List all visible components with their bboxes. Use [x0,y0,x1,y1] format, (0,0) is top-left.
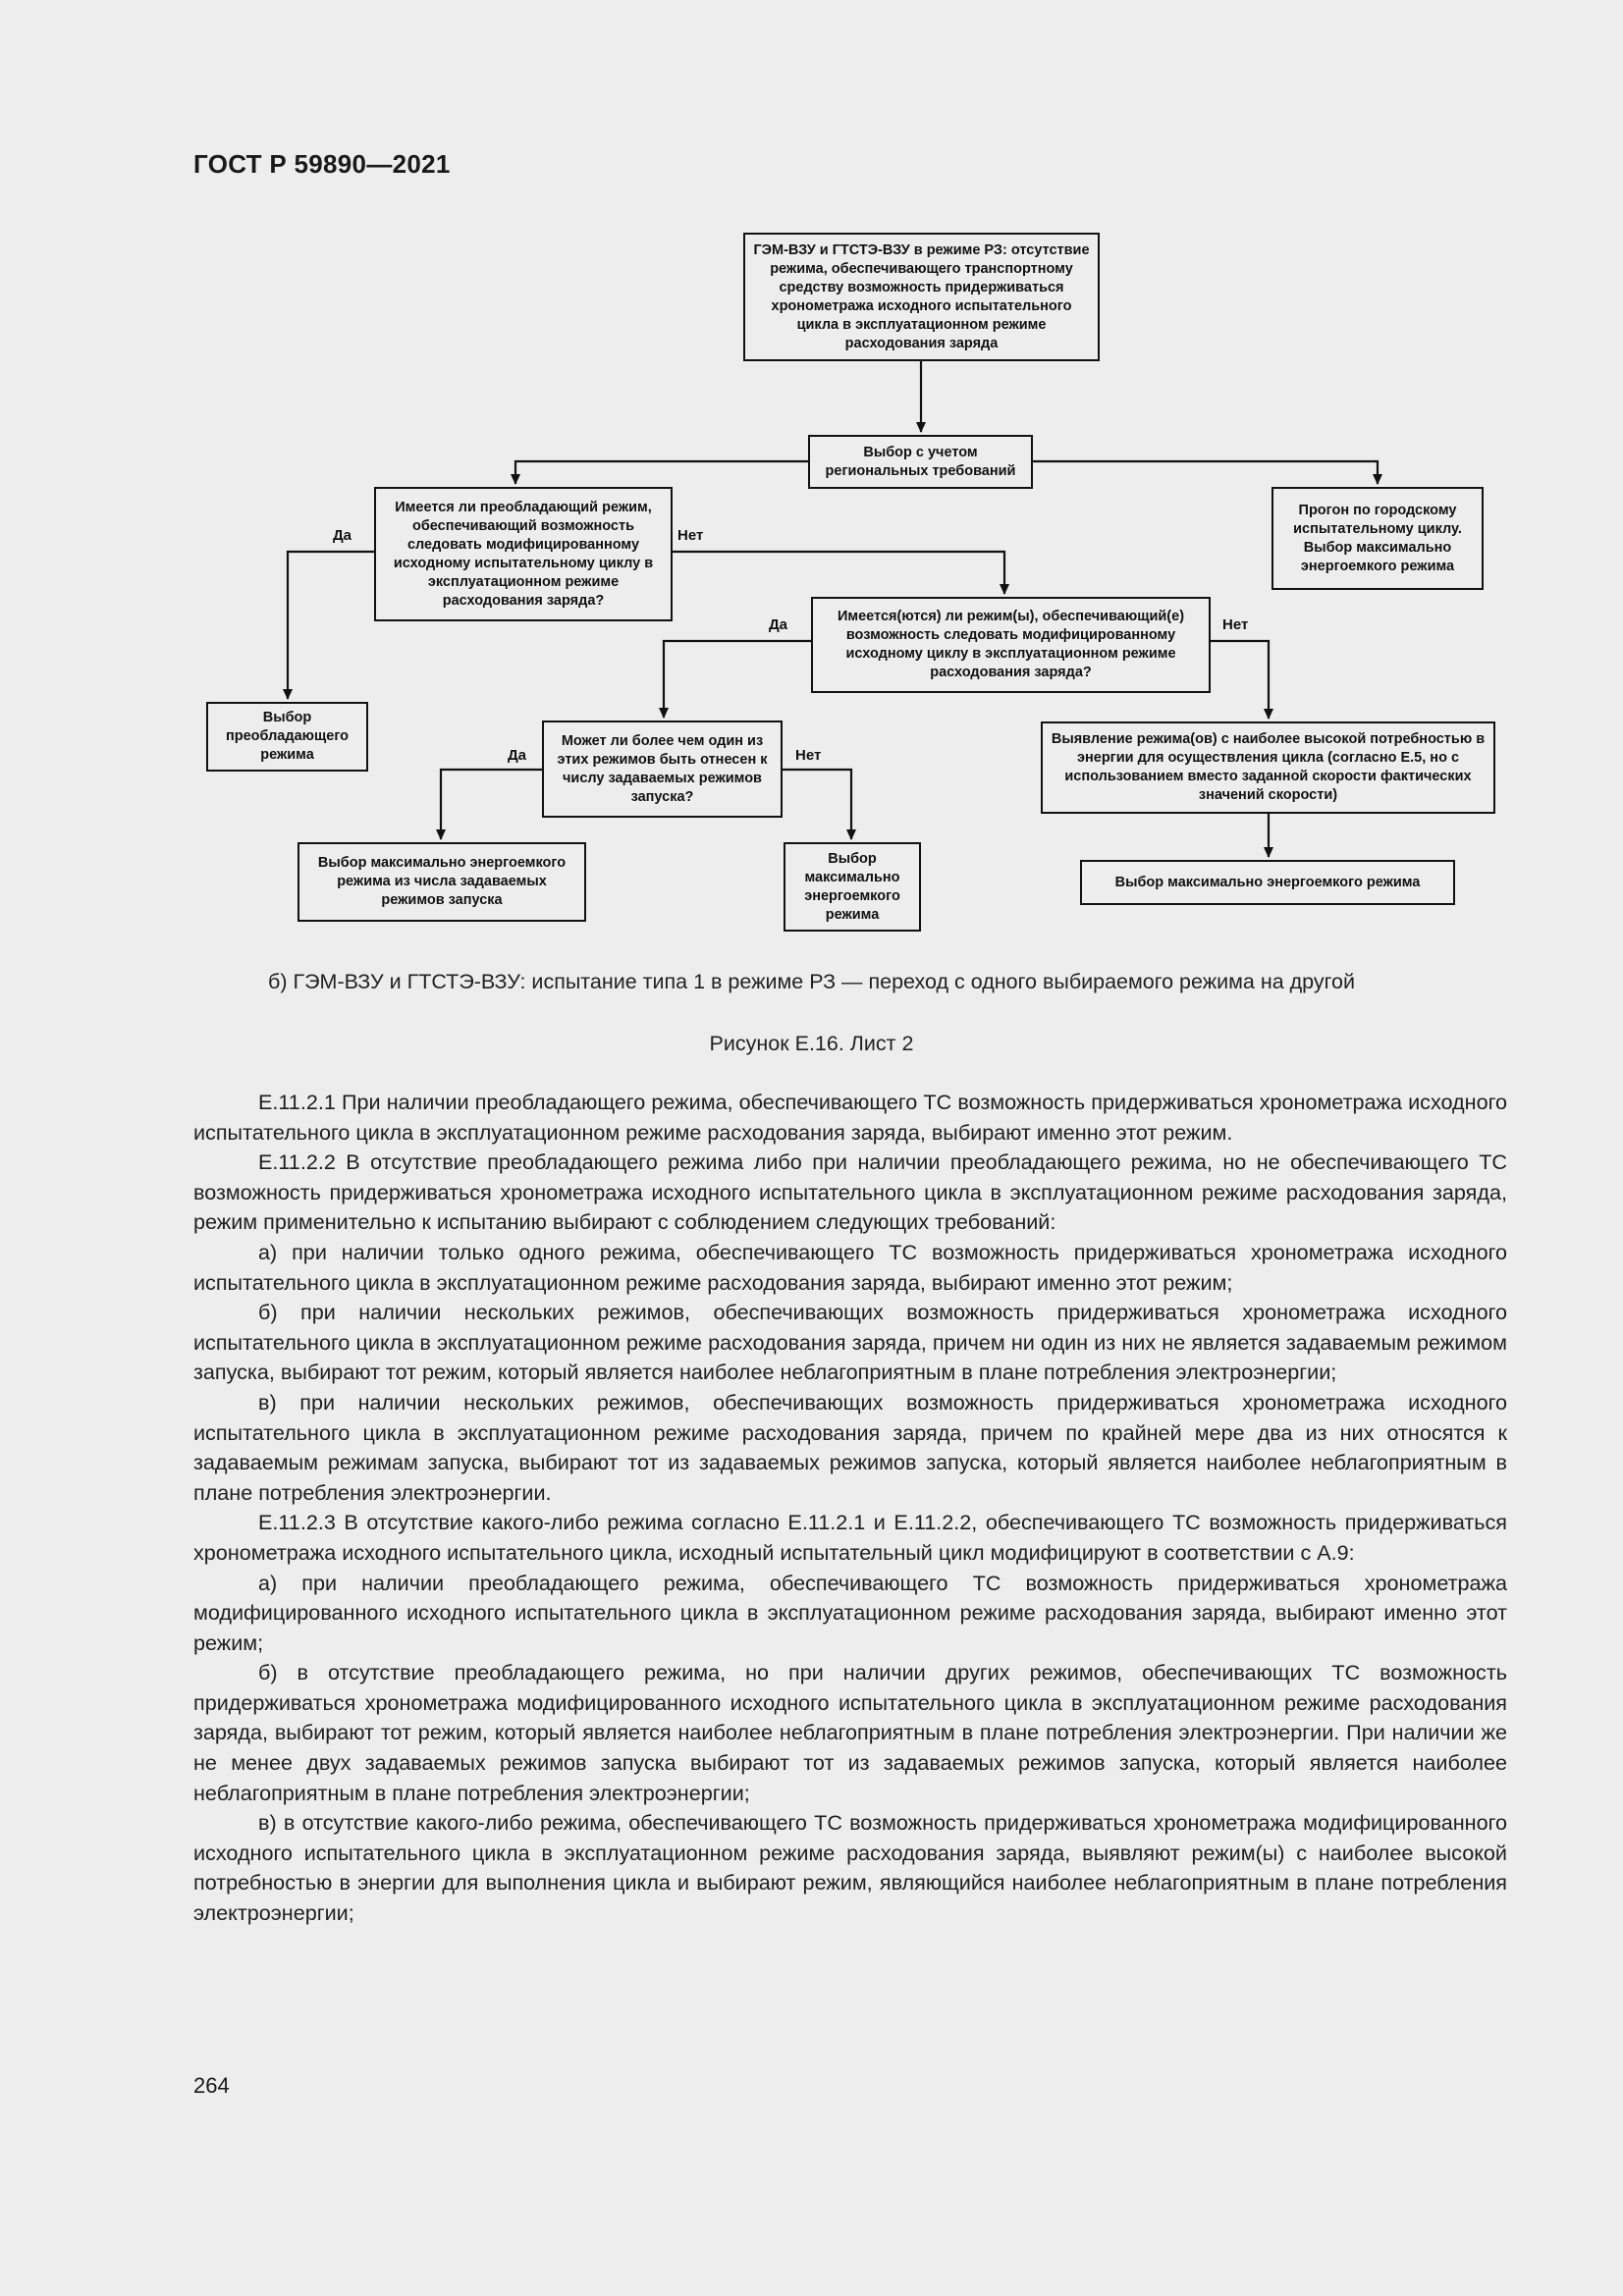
arrow-modes-yes [664,641,811,718]
figure-title: Рисунок Е.16. Лист 2 [709,1032,914,1055]
paragraph: Е.11.2.2 В отсутствие преобладающего режима либо при наличии преобладающего режима, но не обеспечивающего ТС возможность придерживаться хронометража исходного испытательного цикла в эксплуатационном режиме расходования заряда, режим применительно к испытанию выбирают с соблюдением следующих требований: [193,1149,1507,1235]
box-start-modes-question: Может ли более чем один из этих режимов быть отнесен к числу задаваемых режимов запуска? [542,721,783,818]
paragraph: б) в отсутствие преобладающего режима, но при наличии других режимов, обеспечивающих ТС возможность придерживаться хронометража модифицированного исходного испытательного цикла в эксплуатационном режиме расходования заряда, выбирают тот режим, который является наиболее неблагоприятным в плане потребления электроэнергии. При наличии же не менее двух задаваемых режимов запуска выбирают тот из задаваемых режимов запуска, который является наиболее неблагоприятным в плане потребления электроэнергии; [193,1660,1507,1805]
figure-caption: б) ГЭМ-ВЗУ и ГТСТЭ-ВЗУ: испытание типа 1 в режиме РЗ — переход с одного выбираемого режима на другой [268,970,1355,993]
paragraph: в) в отсутствие какого-либо режима, обеспечивающего ТС возможность придерживаться хронометража модифицированного исходного испытательного цикла в эксплуатационном режиме расходования заряда, выявляют режим(ы) с наиболее высокой потребностью в энергии для выполнения цикла и выбирают режим, являющийся наиболее неблагоприятным в плане потребления электроэнергии; [193,1810,1507,1926]
label-yes-modes: Да [769,616,788,633]
box-highest-demand: Выявление режима(ов) с наиболее высокой потребностью в энергии для осуществления цикла (согласно Е.5, но с использованием вместо заданной скорости фактических значений скорости) [1041,721,1495,814]
box-select-max-from-start: Выбор максимально энергоемкого режима из числа задаваемых режимов запуска [298,842,586,922]
paragraph: Е.11.2.3 В отсутствие какого-либо режима согласно Е.11.2.1 и Е.11.2.2, обеспечивающего ТС возможность придерживаться хронометража исходного испытательного цикла, исходный испытательный цикл модифицируют в соответствии с А.9: [193,1510,1507,1565]
box-select-max-final: Выбор максимально энергоемкого режима [1080,860,1455,905]
paragraph: а) при наличии только одного режима, обеспечивающего ТС возможность придерживаться хронометража исходного испытательного цикла в эксплуатационном режиме расходования заряда, выбирают именно этот режим; [193,1239,1507,1295]
arrow-modes-no [1211,641,1269,719]
arrow-dominant-no [673,552,1004,594]
box-modes-question: Имеется(ются) ли режим(ы), обеспечивающий(е) возможность следовать модифицированному исходному циклу в эксплуатационном режиме расходования заряда? [811,597,1211,693]
arrow-start-no [783,770,851,839]
paragraph: б) при наличии нескольких режимов, обеспечивающих возможность придерживаться хронометража исходного испытательного цикла в эксплуатационном режиме расходования заряда, причем ни один из них не является задаваемым режимом запуска, выбирают тот режим, который является наиболее неблагоприятным в плане потребления электроэнергии; [193,1300,1507,1385]
arrow-dominant-yes [288,552,374,699]
box-top: ГЭМ-ВЗУ и ГТСТЭ-ВЗУ в режиме РЗ: отсутствие режима, обеспечивающего транспортному средству возможность придерживаться хронометража исходного испытательного цикла в эксплуатационном режиме расходования заряда [743,233,1100,361]
box-city-cycle: Прогон по городскому испытательному циклу. Выбор максимально энергоемкого режима [1271,487,1484,590]
paragraph: в) при наличии нескольких режимов, обеспечивающих возможность придерживаться хронометража исходного испытательного цикла в эксплуатационном режиме расходования заряда, причем по крайней мере два из них относятся к задаваемым режимам запуска, выбирают тот из задаваемых режимов запуска, который является наиболее неблагоприятным в плане потребления электроэнергии. [193,1389,1507,1505]
document-header: ГОСТ Р 59890—2021 [193,149,451,179]
label-yes-dominant: Да [333,527,352,544]
paragraph: а) при наличии преобладающего режима, обеспечивающего ТС возможность придерживаться хронометража модифицированного исходного испытательного цикла в эксплуатационном режиме расходования заряда, выбирают именно этот режим; [193,1570,1507,1655]
page-number: 264 [193,2073,230,2098]
flowchart [0,0,1623,962]
body-text [193,1088,1507,1929]
arrow-regional-to-dominant [515,461,808,484]
label-yes-start: Да [508,747,527,764]
label-no-start: Нет [795,747,822,764]
arrow-start-yes [441,770,542,839]
box-select-max-energy: Выбор максимально энергоемкого режима [784,842,921,932]
paragraph: Е.11.2.1 При наличии преобладающего режима, обеспечивающего ТС возможность придерживаться хронометража исходного испытательного цикла в эксплуатационном режиме расходования заряда, выбирают именно этот режим. [193,1090,1507,1145]
box-regional: Выбор с учетом региональных требований [808,435,1033,489]
label-no-dominant: Нет [677,527,704,544]
box-select-dominant: Выбор преобладающего режима [206,702,368,772]
box-dominant-question: Имеется ли преобладающий режим, обеспечивающий возможность следовать модифицированному исходному испытательному циклу в эксплуатационном режиме расходования заряда? [374,487,673,621]
label-no-modes: Нет [1222,616,1249,633]
arrow-regional-to-city [1033,461,1378,484]
